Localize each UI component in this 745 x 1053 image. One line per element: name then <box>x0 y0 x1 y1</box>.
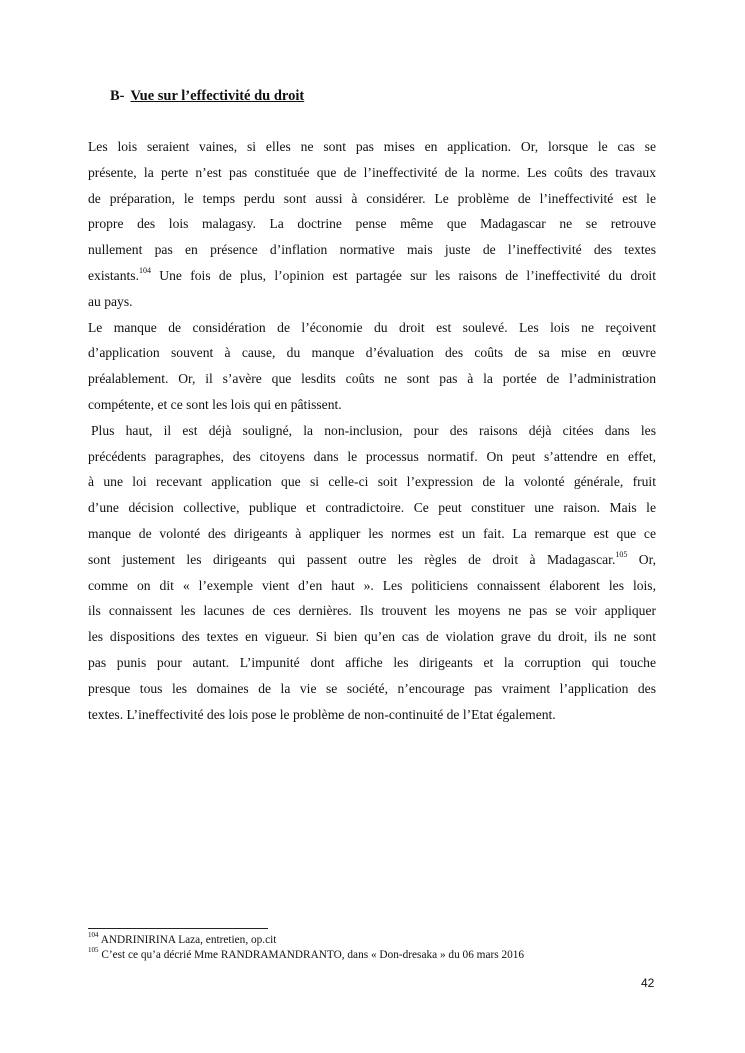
footnote-text: C’est ce qu’a décrié Mme RANDRAMANDRANTO, dans « Don-dresaka » du 06 mars 2016 <box>101 948 525 961</box>
footnote-ref-104[interactable]: 104 <box>138 266 151 276</box>
text-line: préalablement. Or, il s’avère que lesdits coûts ne sont pas à la portée de l’administration <box>88 371 656 387</box>
text-line: propre des lois malagasy. La doctrine pense même que Madagascar ne se retrouve <box>88 216 656 232</box>
text-line: d’application souvent à cause, du manque d’évaluation des coûts de sa mise en œuvre <box>88 345 656 361</box>
text-line: de préparation, le temps perdu sont aussi à considérer. Le problème de l’ineffectivité est le <box>88 190 656 206</box>
text-line: au pays. <box>88 293 133 309</box>
text-line: pas punis pour autant. L’impunité dont affiche les dirigeants et la corruption qui touche <box>88 654 656 670</box>
text-line: à une loi recevant application que si celle-ci soit l’expression de la volonté générale, fruit <box>88 474 656 490</box>
text-line <box>88 263 656 289</box>
section-title: Vue sur l’effectivité du droit <box>130 88 305 104</box>
footnote-number: 105 <box>88 945 99 954</box>
text-fragment: sont justement les dirigeants qui passent outre les règles de droit à Madagascar. <box>88 551 616 567</box>
text-line: nullement pas en présence d’inflation normative mais juste de l’ineffectivité des textes <box>88 242 656 258</box>
text-line: Les lois seraient vaines, si elles ne sont pas mises en application. Or, lorsque le cas se <box>88 139 656 154</box>
text-line: comme on dit « l’exemple vient d’en haut ». Les politiciens connaissent élaborent les lois, <box>88 577 656 593</box>
text-line: ils connaissent les lacunes de ces dernières. Ils trouvent les moyens ne pas se voir appliquer <box>88 603 656 619</box>
footnote-separator <box>88 928 268 929</box>
text-line: presque tous les domaines de la vie se société, n’encourage pas vraiment l’application des <box>88 680 656 696</box>
text-line: présente, la perte n’est pas constituée que de l’ineffectivité de la norme. Les coûts des travaux <box>88 164 656 180</box>
existants-word: existants. <box>88 267 139 283</box>
footnote-ref-105[interactable]: 105 <box>615 550 628 560</box>
text-line: manque de volonté des dirigeants à appliquer les normes est un fait. La remarque est que ce <box>88 525 656 541</box>
text-fragment: Or, <box>638 551 656 567</box>
text-line: précédents paragraphes, des citoyens dans le processus normatif. On peut s’attendre en effet, <box>88 448 656 464</box>
section-prefix: B- <box>110 88 125 104</box>
footnote-item <box>88 933 524 948</box>
footnotes <box>88 933 524 962</box>
text-line: Le manque de considération de l’économie du droit est soulevé. Les lois ne reçoivent <box>88 319 656 335</box>
text-line <box>88 547 656 573</box>
text-fragment: Une fois de plus, l’opinion est partagée sur les raisons de l’ineffectivité du droit <box>159 267 656 283</box>
text-line: textes. L’ineffectivité des lois pose le problème de non-continuité de l’Etat également. <box>88 706 556 722</box>
page-number: 42 <box>641 976 655 990</box>
text-line: Plus haut, il est déjà souligné, la non-inclusion, pour des raisons déjà citées dans les <box>91 422 656 438</box>
text-line: d’une décision collective, publique et contradictoire. Ce peut constituer une raison. Mais le <box>88 500 656 516</box>
footnote-item <box>88 945 525 963</box>
section-heading <box>110 88 304 105</box>
text-line: les dispositions des textes en vigueur. Si bien qu’en cas de violation grave du droit, ils ne sont <box>88 629 656 645</box>
text-line: compétente, et ce sont les lois qui en pâtissent. <box>88 396 342 412</box>
body-text <box>88 134 656 727</box>
footnote-number: 104 <box>88 931 99 940</box>
footnote-text: ANDRINIRINA Laza, entretien, op.cit <box>100 934 277 946</box>
